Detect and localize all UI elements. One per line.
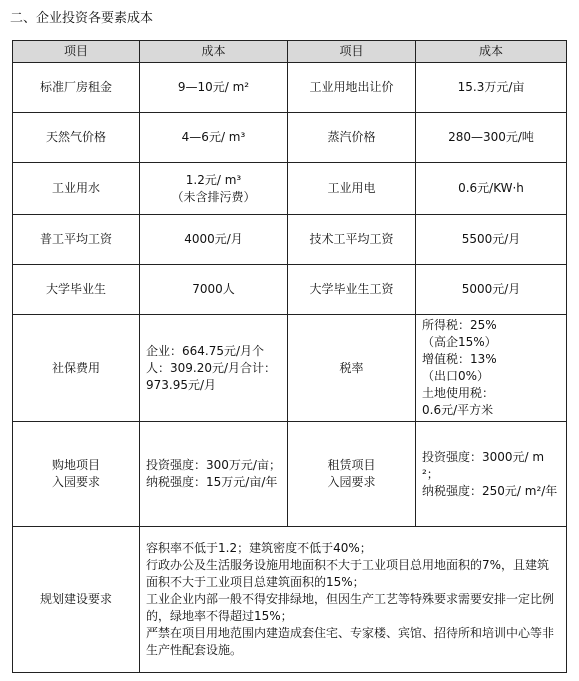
cost-cell: 投资强度：3000元/ m²； 纳税强度：250元/ m²/年 [416,422,567,527]
item-cell: 租赁项目 入园要求 [288,422,416,527]
item-cell: 税率 [288,315,416,422]
item-cell: 标准厂房租金 [13,63,140,113]
cost-cell: 4—6元/ m³ [140,113,288,163]
table-row [13,422,567,527]
item-cell: 大学毕业生工资 [288,265,416,315]
table-row [13,215,567,265]
item-cell: 大学毕业生 [13,265,140,315]
cost-cell: 1.2元/ m³ （未含排污费） [140,163,288,215]
cost-cell: 5000元/月 [416,265,567,315]
header-item: 项目 [13,41,140,63]
item-cell: 技术工平均工资 [288,215,416,265]
cost-cell: 280—300元/吨 [416,113,567,163]
planning-requirements [140,527,567,673]
cost-cell: 企业：664.75元/月个人：309.20元/月合计：973.95元/月 [140,315,288,422]
table-row [13,63,567,113]
planning-line: 容积率不低于1.2；建筑密度不低于40%； [146,541,372,555]
cost-cell: 投资强度：300万元/亩； 纳税强度：15万元/亩/年 [140,422,288,527]
header-cost: 成本 [416,41,567,63]
planning-line: 严禁在项目用地范围内建造成套住宅、专家楼、宾馆、招待所和培训中心等非生产性配套设施。 [146,626,555,657]
item-cell: 工业用电 [288,163,416,215]
cost-cell: 9—10元/ m² [140,63,288,113]
header-item: 项目 [288,41,416,63]
cost-cell: 所得税：25% （高企15%） 增值税：13% （出口0%） 土地使用税： 0.6元/平方米 [416,315,567,422]
section-heading: 二、企业投资各要素成本 [10,11,154,26]
table-row [13,113,567,163]
item-cell: 购地项目 入园要求 [13,422,140,527]
cost-cell: 7000人 [140,265,288,315]
item-cell: 普工平均工资 [13,215,140,265]
planning-line: 行政办公及生活服务设施用地面积不大于工业项目总用地面积的7%，且建筑面积不大于工业项目总建筑面积的15%； [146,558,550,589]
item-cell: 工业用地出让价 [288,63,416,113]
table-row [13,315,567,422]
investment-cost-table [12,40,567,673]
table-row [13,265,567,315]
cost-cell: 0.6元/KW·h [416,163,567,215]
item-cell: 蒸汽价格 [288,113,416,163]
item-cell: 工业用水 [13,163,140,215]
cost-cell: 5500元/月 [416,215,567,265]
planning-line: 工业企业内部一般不得安排绿地，但因生产工艺等特殊要求需要安排一定比例的，绿地率不得超过15%； [146,592,555,623]
cost-cell: 4000元/月 [140,215,288,265]
header-cost: 成本 [140,41,288,63]
table-row [13,163,567,215]
planning-label: 规划建设要求 [13,527,140,673]
item-cell: 社保费用 [13,315,140,422]
table-header-row [13,41,567,63]
item-cell: 天然气价格 [13,113,140,163]
table-row [13,527,567,673]
cost-cell: 15.3万元/亩 [416,63,567,113]
